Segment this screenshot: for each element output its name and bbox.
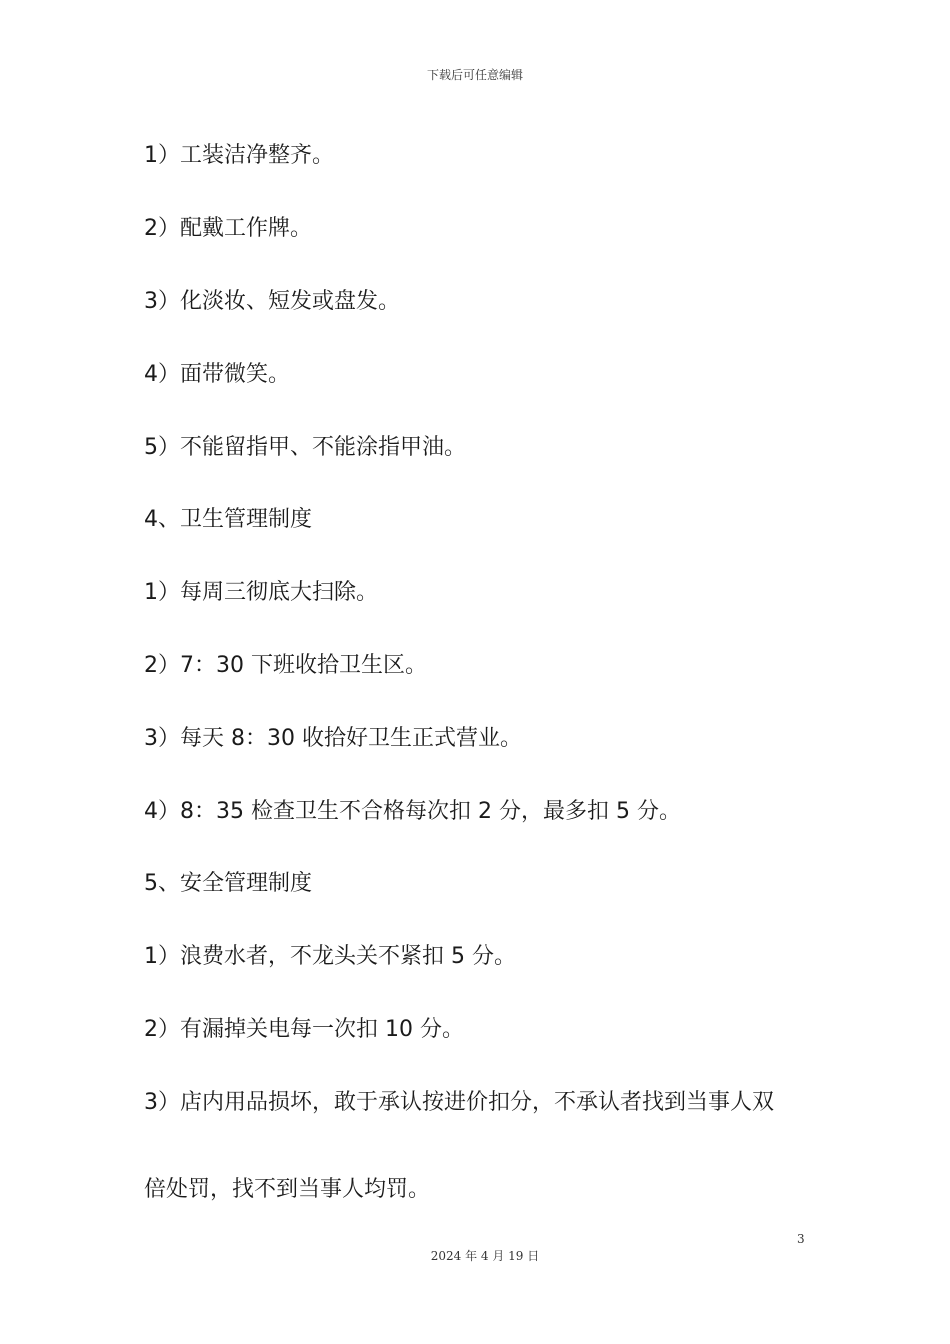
footer-date: 2024 年 4 月 19 日 [430,1249,540,1263]
section-heading: 5、安全管理制度 [144,871,312,896]
section-heading: 4、卫生管理制度 [144,507,312,532]
text-line: 3）每天 8：30 收拾好卫生正式营业。 [144,726,522,751]
page-header: 下载后可任意编辑 [426,68,523,82]
text-line: 2）有漏掉关电每一次扣 10 分。 [144,1017,464,1042]
page-number: 3 [797,1232,805,1246]
text-line: 倍处罚，找不到当事人均罚。 [144,1177,431,1202]
text-line: 3）化淡妆、短发或盘发。 [144,289,400,314]
text-line: 1）工装洁净整齐。 [144,143,334,168]
text-line: 1）每周三彻底大扫除。 [144,580,378,605]
text-line: 4）面带微笑。 [144,362,290,387]
text-line: 2）7：30 下班收拾卫生区。 [144,653,427,678]
text-line: 1）浪费水者，不龙头关不紧扣 5 分。 [144,944,516,969]
text-line: 3）店内用品损坏，敢于承认按进价扣分，不承认者找到当事人双 [144,1090,774,1115]
text-line: 4）8：35 检查卫生不合格每次扣 2 分，最多扣 5 分。 [144,799,681,824]
text-line: 5）不能留指甲、不能涂指甲油。 [144,435,466,460]
text-line: 2）配戴工作牌。 [144,216,312,241]
